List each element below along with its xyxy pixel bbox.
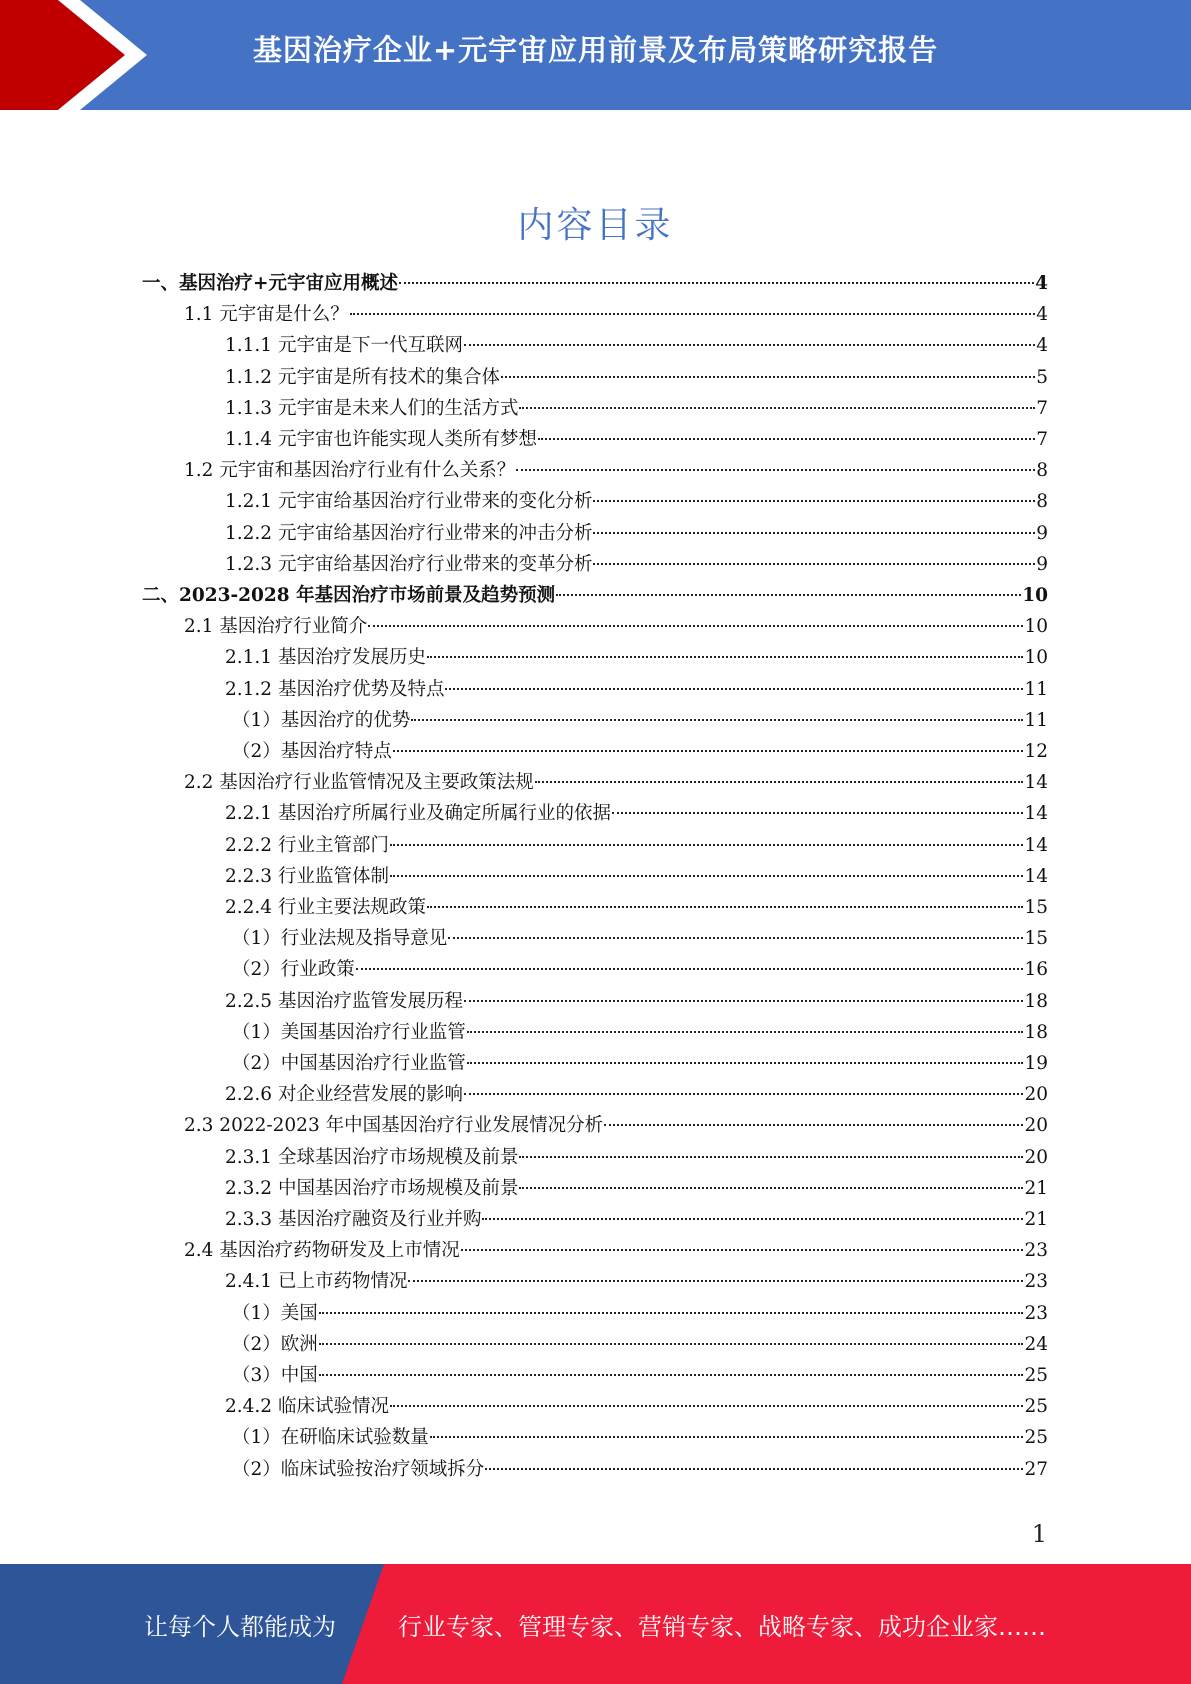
- toc-dot-leader: [319, 1311, 1024, 1314]
- toc-entry[interactable]: [225, 549, 1048, 580]
- toc-entry-label: 2.4.2 临床试验情况: [225, 1396, 389, 1418]
- toc-dot-leader: [535, 780, 1024, 783]
- toc-entry[interactable]: [225, 1204, 1048, 1235]
- toc-dot-leader: [604, 1123, 1023, 1126]
- toc-entry-label: 2.3.3 基因治疗融资及行业并购: [225, 1209, 482, 1230]
- toc-entry-label: 1.1.3 元宇宙是未来人们的生活方式: [225, 397, 519, 419]
- toc-entry-label: 2.4 基因治疗药物研发及上市情况: [184, 1240, 460, 1262]
- toc-entry[interactable]: [225, 798, 1048, 829]
- toc-entry[interactable]: [184, 299, 1048, 330]
- toc-entry-label: （1）在研临床试验数量: [232, 1427, 429, 1449]
- toc-dot-leader: [482, 1217, 1023, 1220]
- toc-dot-leader: [519, 406, 1035, 409]
- footer-banner: [0, 1564, 1191, 1684]
- toc-entry-page: 25: [1024, 1365, 1048, 1386]
- toc-entry-label: 1.2.1 元宇宙给基因治疗行业带来的变化分析: [225, 491, 593, 513]
- toc-entry[interactable]: [225, 362, 1048, 393]
- toc-entry[interactable]: [232, 1298, 1048, 1329]
- toc-entry[interactable]: [225, 861, 1048, 892]
- toc-entry[interactable]: [184, 767, 1048, 798]
- toc-entry-page: 14: [1024, 803, 1048, 825]
- toc-entry-label: 2.2.5 基因治疗监管发展历程: [225, 990, 463, 1012]
- toc-dot-leader: [467, 1061, 1024, 1064]
- toc-entry-page: 23: [1024, 1271, 1048, 1293]
- toc-dot-leader: [556, 593, 1021, 596]
- toc-entry-label: 2.3.1 全球基因治疗市场规模及前景: [225, 1146, 519, 1168]
- toc-entry-label: 2.1.1 基因治疗发展历史: [225, 647, 426, 669]
- toc-entry-page: 16: [1024, 959, 1048, 981]
- toc-dot-leader: [319, 1373, 1024, 1376]
- toc-entry[interactable]: [225, 1391, 1048, 1422]
- toc-entry[interactable]: [184, 1235, 1048, 1266]
- toc-dot-leader: [467, 1030, 1024, 1033]
- toc-entry-page: 7: [1036, 429, 1048, 450]
- toc-entry[interactable]: [225, 393, 1048, 424]
- toc-entry-page: 18: [1024, 990, 1048, 1012]
- toc-entry-page: 11: [1024, 709, 1048, 731]
- toc-entry[interactable]: [232, 705, 1048, 736]
- toc-dot-leader: [445, 687, 1023, 690]
- toc-entry-page: 10: [1024, 616, 1048, 638]
- toc-entry[interactable]: [184, 455, 1048, 486]
- toc-dot-leader: [368, 624, 1023, 627]
- header-banner: [0, 0, 1191, 110]
- toc-entry-label: （2）中国基因治疗行业监管: [232, 1053, 466, 1074]
- toc-entry[interactable]: [225, 986, 1048, 1017]
- toc-entry-label: （2）行业政策: [232, 959, 355, 981]
- toc-dot-leader: [593, 562, 1035, 565]
- toc-entry[interactable]: [225, 518, 1048, 549]
- toc-entry-label: （2）欧洲: [232, 1333, 318, 1355]
- toc-entry[interactable]: [225, 330, 1048, 361]
- toc-entry-page: 20: [1024, 1146, 1048, 1168]
- toc-entry-label: （1）基因治疗的优势: [232, 709, 411, 731]
- toc-entry-page: 14: [1024, 834, 1048, 856]
- toc-entry-page: 14: [1024, 865, 1048, 887]
- toc-dot-leader: [319, 1342, 1024, 1345]
- toc-dot-leader: [390, 1404, 1023, 1407]
- toc-entry-label: 2.4.1 已上市药物情况: [225, 1271, 408, 1293]
- toc-entry-page: 23: [1024, 1240, 1048, 1262]
- toc-entry-page: 24: [1024, 1333, 1048, 1355]
- toc-dot-leader: [519, 1186, 1023, 1189]
- toc-dot-leader: [519, 1155, 1023, 1158]
- toc-entry-page: 19: [1024, 1053, 1048, 1074]
- toc-entry[interactable]: [232, 1422, 1048, 1453]
- toc-dot-leader: [411, 718, 1023, 721]
- toc-entry[interactable]: [184, 1110, 1048, 1141]
- toc-entry-label: 2.2.3 行业监管体制: [225, 865, 389, 887]
- toc-entry-page: 4: [1035, 273, 1048, 294]
- toc-entry-page: 25: [1024, 1396, 1048, 1418]
- toc-entry-label: （1）美国基因治疗行业监管: [232, 1021, 466, 1043]
- toc-entry[interactable]: [184, 611, 1048, 642]
- toc-entry[interactable]: [142, 580, 1048, 611]
- toc-entry-label: 二、2023-2028 年基因治疗市场前景及趋势预测: [142, 585, 556, 606]
- toc-heading: 内容目录: [517, 205, 674, 246]
- toc-entry-page: 15: [1024, 897, 1048, 918]
- footer-slogan-right: 行业专家、管理专家、营销专家、战略专家、成功企业家……: [398, 1613, 1046, 1641]
- toc-entry[interactable]: [232, 1329, 1048, 1360]
- page-number: 1: [1031, 1520, 1047, 1548]
- toc-entry-label: 2.2 基因治疗行业监管情况及主要政策法规: [184, 772, 534, 794]
- report-title: 基因治疗企业+元宇宙应用前景及布局策略研究报告: [252, 33, 939, 67]
- toc-dot-leader: [485, 1467, 1023, 1470]
- toc-entry-label: 2.2.1 基因治疗所属行业及确定所属行业的依据: [225, 803, 611, 825]
- toc-entry-page: 9: [1036, 522, 1048, 544]
- toc-entry-label: 一、基因治疗+元宇宙应用概述: [142, 273, 399, 294]
- toc-entry-page: 14: [1024, 772, 1048, 794]
- toc-entry-label: 1.1.2 元宇宙是所有技术的集合体: [225, 366, 500, 388]
- toc-entry-label: 1.2 元宇宙和基因治疗行业有什么关系？: [184, 460, 516, 482]
- toc-dot-leader: [427, 905, 1023, 908]
- toc-dot-leader: [390, 843, 1023, 846]
- toc-entry-page: 11: [1024, 678, 1048, 700]
- toc-entry-label: 2.1 基因治疗行业简介: [184, 616, 368, 638]
- toc-dot-leader: [464, 999, 1023, 1002]
- toc-dot-leader: [427, 655, 1023, 658]
- toc-dot-leader: [464, 343, 1035, 346]
- toc-entry-page: 25: [1024, 1427, 1048, 1449]
- toc-entry-page: 21: [1024, 1177, 1048, 1199]
- toc-entry-page: 10: [1022, 585, 1048, 606]
- toc-dot-leader: [593, 499, 1035, 502]
- toc-entry-page: 8: [1036, 491, 1048, 513]
- toc-dot-leader: [448, 936, 1023, 939]
- toc-entry[interactable]: [232, 1017, 1048, 1048]
- toc-entry-label: 1.2.3 元宇宙给基因治疗行业带来的变革分析: [225, 553, 593, 575]
- toc-entry[interactable]: [225, 1142, 1048, 1173]
- toc-dot-leader: [593, 531, 1035, 534]
- toc-entry-page: 10: [1024, 647, 1048, 669]
- toc-entry[interactable]: [225, 424, 1048, 455]
- toc-entry-label: （2）临床试验按治疗领域拆分: [232, 1458, 485, 1480]
- toc-dot-leader: [538, 437, 1035, 440]
- toc-dot-leader: [501, 375, 1035, 378]
- toc-dot-leader: [390, 874, 1023, 877]
- toc-dot-leader: [408, 1279, 1023, 1282]
- toc-entry-label: 1.2.2 元宇宙给基因治疗行业带来的冲击分析: [225, 522, 593, 544]
- toc-entry[interactable]: [232, 1454, 1048, 1485]
- toc-dot-leader: [393, 749, 1024, 752]
- toc-entry[interactable]: [225, 892, 1048, 923]
- toc-entry[interactable]: [225, 642, 1048, 673]
- toc-entry[interactable]: [225, 1266, 1048, 1297]
- toc-entry[interactable]: [225, 674, 1048, 705]
- toc-entry-page: 18: [1024, 1021, 1048, 1043]
- toc-entry-page: 20: [1024, 1115, 1048, 1137]
- toc-entry-page: 15: [1024, 928, 1048, 950]
- toc-dot-leader: [461, 1248, 1024, 1251]
- toc-entry-label: 2.2.6 对企业经营发展的影响: [225, 1084, 463, 1106]
- toc-dot-leader: [464, 1092, 1023, 1095]
- toc-entry-label: （2）基因治疗特点: [232, 741, 392, 762]
- toc-entry[interactable]: [232, 736, 1048, 767]
- toc-entry-page: 27: [1024, 1458, 1048, 1480]
- toc-entry[interactable]: [142, 268, 1048, 299]
- toc-entry[interactable]: [225, 486, 1048, 517]
- toc-dot-leader: [612, 811, 1023, 814]
- toc-entry[interactable]: [225, 1079, 1048, 1110]
- toc-entry-label: 1.1.4 元宇宙也许能实现人类所有梦想: [225, 429, 537, 450]
- toc-entry-page: 9: [1036, 553, 1048, 575]
- toc-entry-page: 5: [1036, 366, 1048, 388]
- toc-entry-label: 2.3 2022-2023 年中国基因治疗行业发展情况分析: [184, 1115, 604, 1137]
- toc-entry-label: 2.2.2 行业主管部门: [225, 834, 389, 856]
- toc-entry[interactable]: [225, 830, 1048, 861]
- toc-entry-label: 2.3.2 中国基因治疗市场规模及前景: [225, 1177, 519, 1199]
- toc-dot-leader: [350, 312, 1035, 315]
- toc-entry-page: 8: [1036, 460, 1048, 482]
- toc-entry-page: 21: [1024, 1209, 1048, 1230]
- toc-dot-leader: [516, 468, 1035, 471]
- toc-entry-label: 2.2.4 行业主要法规政策: [225, 897, 426, 918]
- toc-dot-leader: [430, 1435, 1024, 1438]
- toc-entry-page: 4: [1036, 304, 1048, 326]
- toc-entry-page: 12: [1024, 741, 1048, 762]
- toc-entry[interactable]: [232, 954, 1048, 985]
- toc-entry[interactable]: [225, 1173, 1048, 1204]
- toc-entry[interactable]: [232, 923, 1048, 954]
- toc-entry-label: （1）美国: [232, 1302, 318, 1324]
- toc-entry[interactable]: [232, 1048, 1048, 1079]
- toc-entry-label: （3）中国: [232, 1365, 318, 1386]
- toc-dot-leader: [399, 281, 1034, 284]
- toc-entry-label: 2.1.2 基因治疗优势及特点: [225, 678, 445, 700]
- toc-entry-page: 20: [1024, 1084, 1048, 1106]
- toc-entry-label: 1.1.1 元宇宙是下一代互联网: [225, 335, 463, 357]
- toc-entry-page: 7: [1036, 397, 1048, 419]
- toc-entry[interactable]: [232, 1360, 1048, 1391]
- toc-entry-label: 1.1 元宇宙是什么？: [184, 304, 349, 326]
- toc-entry-page: 23: [1024, 1302, 1048, 1324]
- toc-dot-leader: [356, 967, 1024, 970]
- toc-entry-label: （1）行业法规及指导意见: [232, 928, 448, 950]
- footer-slogan-left: 让每个人都能成为: [144, 1613, 336, 1641]
- toc-entry-page: 4: [1036, 335, 1048, 357]
